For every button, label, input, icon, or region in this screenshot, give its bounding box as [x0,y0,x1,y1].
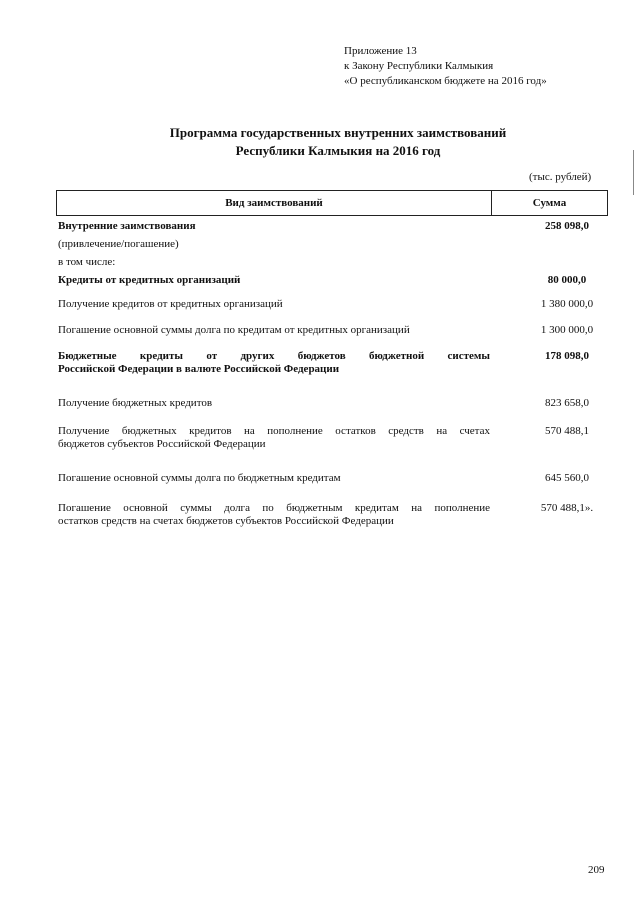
row-label: (привлечение/погашение) [58,238,179,250]
row-value: 570 488,1». [540,502,594,514]
page-number: 209 [588,864,605,876]
row-label: Кредиты от кредитных организаций [58,274,241,286]
column-header-sum: Сумма [532,197,567,209]
table-header [56,190,608,216]
row-value: 178 098,0 [545,350,589,362]
row-label-line-1: Бюджетные кредиты от других бюджетов бюджетной системы [58,350,490,362]
row-value: 823 658,0 [545,397,589,409]
row-value: 645 560,0 [545,472,589,484]
row-label-line-2: остатков средств на счетах бюджетов субъектов Российской Федерации [58,515,394,527]
scan-edge-mark [633,150,634,195]
row-value: 1 380 000,0 [540,298,594,310]
row-value: 80 000,0 [547,274,587,286]
appendix-line-2: к Закону Республики Калмыкия [344,60,494,72]
document-title [0,124,640,160]
appendix-line-1: Приложение 13 [344,45,417,57]
row-value: 1 300 000,0 [540,324,594,336]
row-label: Внутренние заимствования [58,220,196,232]
row-label-line-2: Российской Федерации в валюте Российской Федерации [58,363,340,375]
row-label: Получение бюджетных кредитов [58,397,213,409]
row-label-line-1: Погашение основной суммы долга по бюджетным кредитам на пополнение [58,502,490,514]
row-label: в том числе: [58,256,116,268]
row-label [58,502,490,528]
row-label-line-2: бюджетов субъектов Российской Федерации [58,438,266,450]
row-value: 570 488,1 [545,425,589,437]
row-label [58,350,490,376]
units-note: (тыс. рублей) [529,171,592,183]
row-value: 258 098,0 [545,220,589,232]
appendix-reference [344,44,547,89]
title-line-1: Программа государственных внутренних заимствований [169,125,507,140]
title-line-2: Республики Калмыкия на 2016 год [235,143,441,158]
column-header-kind: Вид заимствований [57,191,492,215]
row-label [58,425,490,451]
appendix-line-3: «О республиканском бюджете на 2016 год» [344,75,547,87]
row-label: Погашение основной суммы долга по кредитам от кредитных организаций [58,324,410,336]
row-label-line-1: Получение бюджетных кредитов на пополнение остатков средств на счетах [58,425,490,437]
row-label: Получение кредитов от кредитных организаций [58,298,283,310]
row-label: Погашение основной суммы долга по бюджетным кредитам [58,472,341,484]
